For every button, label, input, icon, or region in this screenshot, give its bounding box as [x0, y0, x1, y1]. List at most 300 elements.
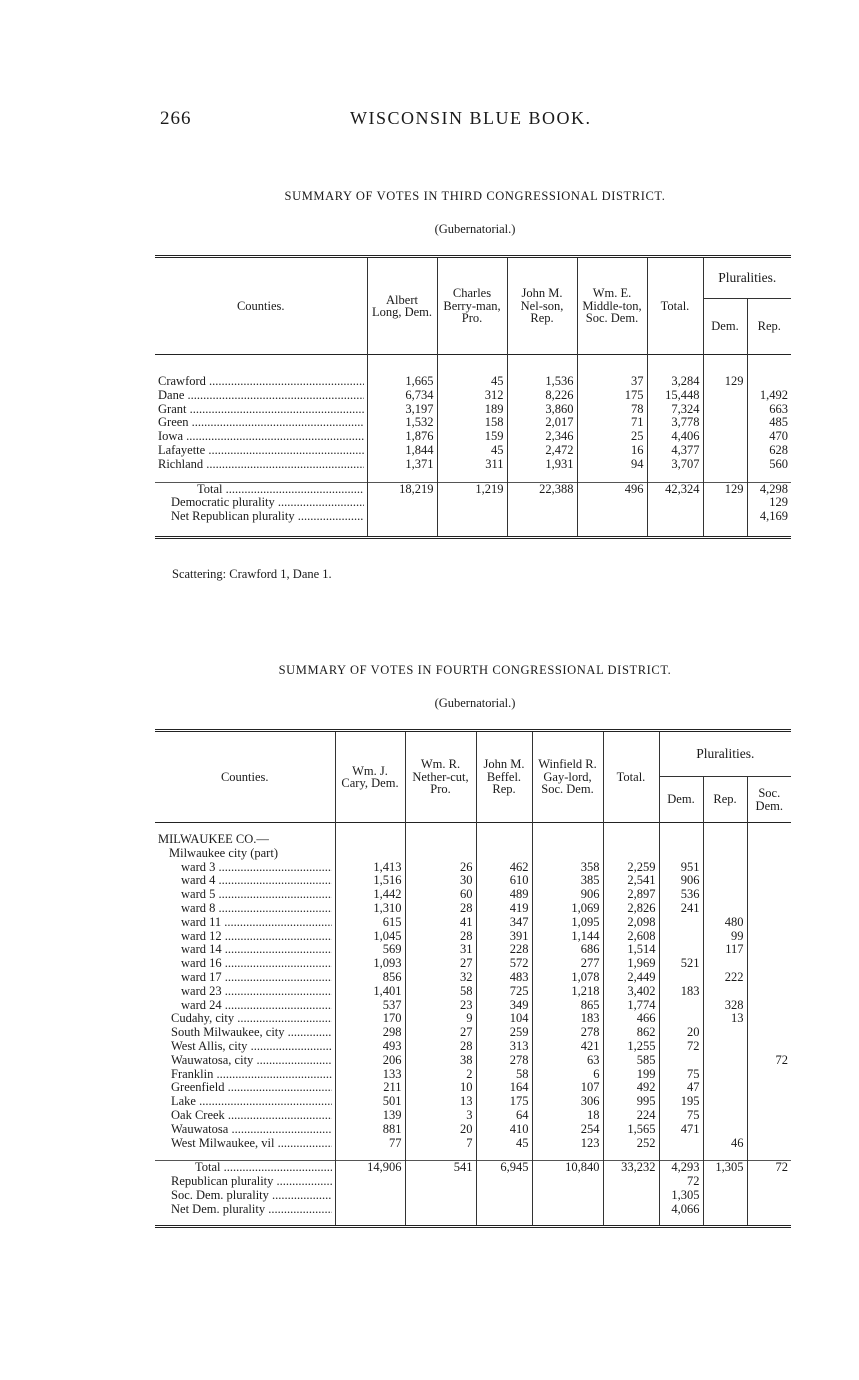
value-cell: 28 — [405, 1040, 476, 1054]
value-cell: 27 — [405, 957, 476, 971]
value-cell: 496 — [577, 482, 647, 496]
value-cell: 159 — [437, 430, 507, 444]
value-cell: 4,066 — [659, 1203, 703, 1217]
spacer-row — [155, 524, 791, 534]
row-label: ward 3 ..... — [155, 861, 335, 875]
value-cell: 3 — [405, 1109, 476, 1123]
value-cell — [532, 1175, 603, 1189]
county-row — [155, 444, 791, 458]
value-cell — [703, 888, 747, 902]
value-cell — [703, 1081, 747, 1095]
row-label: Crawford ..... — [155, 375, 367, 389]
value-cell — [703, 430, 747, 444]
county-row — [155, 403, 791, 417]
value-cell — [747, 902, 791, 916]
value-cell — [747, 861, 791, 875]
value-cell: 14,906 — [335, 1161, 405, 1175]
value-cell: 72 — [659, 1040, 703, 1054]
value-cell: 536 — [659, 888, 703, 902]
county-row — [155, 430, 791, 444]
county-heading-row — [155, 833, 791, 847]
value-cell: 129 — [747, 496, 791, 510]
value-cell: 1,532 — [367, 416, 437, 430]
value-cell — [703, 902, 747, 916]
spacer-row — [155, 823, 791, 834]
value-cell: 6 — [532, 1068, 603, 1082]
candidate-header-berryman: Charles Berry-man, Pro. — [437, 257, 507, 355]
value-cell: 25 — [577, 430, 647, 444]
value-cell: 9 — [405, 1012, 476, 1026]
row-label: Democratic plurality ..... — [155, 496, 367, 510]
value-cell — [577, 510, 647, 524]
value-cell — [437, 496, 507, 510]
spacer-row — [155, 355, 791, 366]
value-cell: 881 — [335, 1123, 405, 1137]
soc-dem-plurality-header: Soc. Dem. — [747, 777, 791, 823]
total-row — [155, 482, 791, 496]
value-cell: 615 — [335, 916, 405, 930]
row-label: West Milwaukee, vil ..... — [155, 1137, 335, 1151]
value-cell: 1,442 — [335, 888, 405, 902]
counties-header: Counties. — [236, 298, 285, 313]
scattering-note: Scattering: Crawford 1, Dane 1. — [172, 567, 332, 581]
value-cell: 33,232 — [603, 1161, 659, 1175]
candidate-header-nethercut: Wm. R. Nether-cut, Pro. — [405, 731, 476, 823]
ward-row — [155, 1109, 791, 1123]
row-label: Net Republican plurality ..... — [155, 510, 367, 524]
ward-row — [155, 1081, 791, 1095]
value-cell: 995 — [603, 1095, 659, 1109]
dem-plurality-header: Dem. — [659, 777, 703, 823]
value-cell: 2,472 — [507, 444, 577, 458]
value-cell: 241 — [659, 902, 703, 916]
ward-row — [155, 1012, 791, 1026]
value-cell — [659, 943, 703, 957]
value-cell: 1,536 — [507, 375, 577, 389]
value-cell: 1,516 — [335, 874, 405, 888]
value-cell: 328 — [703, 999, 747, 1013]
value-cell: 72 — [747, 1054, 791, 1068]
value-cell — [703, 416, 747, 430]
row-label: Soc. Dem. plurality ..... — [155, 1189, 335, 1203]
value-cell: 94 — [577, 458, 647, 472]
county-row — [155, 375, 791, 389]
candidate-header-beffel: John M. Beffel. Rep. — [476, 731, 532, 823]
county-row — [155, 389, 791, 403]
value-cell — [659, 1137, 703, 1151]
row-label: South Milwaukee, city ..... — [155, 1026, 335, 1040]
rep-plurality-header: Rep. — [703, 777, 747, 823]
spacer-row — [155, 1150, 791, 1161]
row-label: Wauwatosa, city ..... — [155, 1054, 335, 1068]
value-cell: 725 — [476, 985, 532, 999]
value-cell: 42,324 — [647, 482, 703, 496]
value-cell — [703, 444, 747, 458]
value-cell — [659, 1054, 703, 1068]
value-cell: 410 — [476, 1123, 532, 1137]
row-label: Lake ..... — [155, 1095, 335, 1109]
value-cell: 2,826 — [603, 902, 659, 916]
value-cell: 45 — [476, 1137, 532, 1151]
row-label: Wauwatosa ..... — [155, 1123, 335, 1137]
row-label: Net Dem. plurality ..... — [155, 1203, 335, 1217]
ward-row — [155, 1068, 791, 1082]
value-cell: 483 — [476, 971, 532, 985]
row-label: ward 12 ..... — [155, 930, 335, 944]
value-cell — [747, 1026, 791, 1040]
value-cell: 1,078 — [532, 971, 603, 985]
value-cell — [703, 510, 747, 524]
value-cell: 27 — [405, 1026, 476, 1040]
value-cell: 313 — [476, 1040, 532, 1054]
value-cell — [659, 999, 703, 1013]
value-cell — [703, 1068, 747, 1082]
value-cell: 175 — [476, 1095, 532, 1109]
value-cell: 1,969 — [603, 957, 659, 971]
value-cell: 60 — [405, 888, 476, 902]
value-cell: 3,860 — [507, 403, 577, 417]
value-cell: 259 — [476, 1026, 532, 1040]
value-cell: 71 — [577, 416, 647, 430]
row-label: ward 24 ..... — [155, 999, 335, 1013]
value-cell: 2 — [405, 1068, 476, 1082]
ward-row — [155, 1123, 791, 1137]
value-cell — [747, 985, 791, 999]
value-cell — [703, 403, 747, 417]
value-cell — [747, 1109, 791, 1123]
candidate-header-cary: Wm. J. Cary, Dem. — [335, 731, 405, 823]
value-cell — [603, 1203, 659, 1217]
value-cell — [577, 496, 647, 510]
value-cell: 2,346 — [507, 430, 577, 444]
value-cell: 41 — [405, 916, 476, 930]
value-cell — [747, 1175, 791, 1189]
value-cell — [703, 496, 747, 510]
value-cell: 856 — [335, 971, 405, 985]
value-cell — [703, 1123, 747, 1137]
value-cell: 164 — [476, 1081, 532, 1095]
value-cell — [747, 375, 791, 389]
value-cell — [703, 874, 747, 888]
value-cell: 75 — [659, 1068, 703, 1082]
value-cell — [703, 1175, 747, 1189]
ward-row — [155, 916, 791, 930]
value-cell: 158 — [437, 416, 507, 430]
value-cell: 20 — [405, 1123, 476, 1137]
value-cell: 492 — [603, 1081, 659, 1095]
pluralities-header: Pluralities. — [659, 731, 791, 777]
value-cell — [405, 1189, 476, 1203]
value-cell: 470 — [747, 430, 791, 444]
value-cell: 560 — [747, 458, 791, 472]
value-cell: 224 — [603, 1109, 659, 1123]
value-cell: 541 — [405, 1161, 476, 1175]
page-number: 266 — [160, 108, 192, 129]
value-cell — [405, 1175, 476, 1189]
value-cell: 1,255 — [603, 1040, 659, 1054]
county-row — [155, 458, 791, 472]
value-cell: 129 — [703, 482, 747, 496]
value-cell: 686 — [532, 943, 603, 957]
value-cell — [335, 1203, 405, 1217]
value-cell: 865 — [532, 999, 603, 1013]
row-label: ward 8 ..... — [155, 902, 335, 916]
value-cell: 306 — [532, 1095, 603, 1109]
value-cell — [507, 510, 577, 524]
value-cell: 1,413 — [335, 861, 405, 875]
value-cell: 278 — [476, 1054, 532, 1068]
row-label: Milwaukee city (part) — [169, 846, 278, 860]
row-label: Total ..... — [155, 1161, 335, 1175]
value-cell: 18 — [532, 1109, 603, 1123]
spacer-row — [155, 365, 791, 375]
value-cell: 462 — [476, 861, 532, 875]
value-cell: 32 — [405, 971, 476, 985]
value-cell: 312 — [437, 389, 507, 403]
city-heading-row — [155, 847, 791, 861]
value-cell: 28 — [405, 930, 476, 944]
value-cell: 7 — [405, 1137, 476, 1151]
value-cell: 298 — [335, 1026, 405, 1040]
total-header: Total. — [603, 731, 659, 823]
value-cell — [703, 458, 747, 472]
value-cell — [747, 1123, 791, 1137]
plurality-row — [155, 1203, 791, 1217]
value-cell — [747, 1081, 791, 1095]
fourth-district-subtitle: (Gubernatorial.) — [434, 696, 516, 710]
row-label: Total ..... — [155, 482, 367, 496]
third-district-title: SUMMARY OF VOTES IN THIRD CONGRESSIONAL DISTRICT. — [284, 189, 666, 203]
value-cell: 228 — [476, 943, 532, 957]
value-cell: 1,310 — [335, 902, 405, 916]
value-cell — [367, 496, 437, 510]
value-cell — [405, 1203, 476, 1217]
value-cell: 311 — [437, 458, 507, 472]
candidate-header-gaylord: Winfield R. Gay-lord, Soc. Dem. — [532, 731, 603, 823]
value-cell: 1,371 — [367, 458, 437, 472]
value-cell — [659, 1012, 703, 1026]
ward-row — [155, 999, 791, 1013]
row-label: Cudahy, city ..... — [155, 1012, 335, 1026]
value-cell: 277 — [532, 957, 603, 971]
value-cell: 28 — [405, 902, 476, 916]
value-cell: 663 — [747, 403, 791, 417]
ward-row — [155, 861, 791, 875]
value-cell — [703, 1189, 747, 1203]
value-cell: 489 — [476, 888, 532, 902]
row-label: ward 4 ..... — [155, 874, 335, 888]
value-cell: 6,945 — [476, 1161, 532, 1175]
value-cell: 3,197 — [367, 403, 437, 417]
value-cell: 37 — [577, 375, 647, 389]
value-cell: 72 — [659, 1175, 703, 1189]
value-cell — [476, 1175, 532, 1189]
value-cell — [703, 1095, 747, 1109]
value-cell — [703, 1054, 747, 1068]
ward-row — [155, 930, 791, 944]
value-cell — [437, 510, 507, 524]
value-cell — [367, 510, 437, 524]
value-cell: 22,388 — [507, 482, 577, 496]
value-cell: 183 — [532, 1012, 603, 1026]
value-cell: 906 — [659, 874, 703, 888]
value-cell: 1,514 — [603, 943, 659, 957]
value-cell: 2,017 — [507, 416, 577, 430]
value-cell: 3,707 — [647, 458, 703, 472]
row-label: Franklin ..... — [155, 1068, 335, 1082]
value-cell: 1,045 — [335, 930, 405, 944]
value-cell: 117 — [703, 943, 747, 957]
value-cell: 58 — [476, 1068, 532, 1082]
county-row — [155, 416, 791, 430]
value-cell: 3,778 — [647, 416, 703, 430]
value-cell: 2,259 — [603, 861, 659, 875]
value-cell: 195 — [659, 1095, 703, 1109]
value-cell: 78 — [577, 403, 647, 417]
spacer-row — [155, 472, 791, 483]
value-cell: 3,402 — [603, 985, 659, 999]
value-cell: 1,219 — [437, 482, 507, 496]
value-cell: 347 — [476, 916, 532, 930]
value-cell: 610 — [476, 874, 532, 888]
row-label: Iowa ..... — [155, 430, 367, 444]
value-cell: 170 — [335, 1012, 405, 1026]
row-label: Oak Creek ..... — [155, 1109, 335, 1123]
value-cell — [703, 1109, 747, 1123]
value-cell: 1,218 — [532, 985, 603, 999]
value-cell: 2,541 — [603, 874, 659, 888]
row-label: ward 14 ..... — [155, 943, 335, 957]
plurality-row — [155, 510, 791, 524]
row-label: MILWAUKEE CO.— — [158, 833, 269, 846]
value-cell: 64 — [476, 1109, 532, 1123]
value-cell: 569 — [335, 943, 405, 957]
value-cell: 99 — [703, 930, 747, 944]
table-bottom-rule — [155, 1217, 791, 1227]
value-cell: 13 — [405, 1095, 476, 1109]
row-label: Republican plurality ..... — [155, 1175, 335, 1189]
fourth-district-table — [155, 729, 791, 1228]
value-cell: 63 — [532, 1054, 603, 1068]
candidate-header-middleton: Wm. E. Middle-ton, Soc. Dem. — [577, 257, 647, 355]
value-cell: 4,377 — [647, 444, 703, 458]
value-cell — [747, 1068, 791, 1082]
total-row — [155, 1161, 791, 1175]
value-cell: 4,293 — [659, 1161, 703, 1175]
value-cell: 391 — [476, 930, 532, 944]
value-cell: 30 — [405, 874, 476, 888]
value-cell: 1,305 — [659, 1189, 703, 1203]
value-cell: 1,876 — [367, 430, 437, 444]
value-cell — [476, 1189, 532, 1203]
value-cell: 349 — [476, 999, 532, 1013]
value-cell: 58 — [405, 985, 476, 999]
value-cell: 1,931 — [507, 458, 577, 472]
value-cell — [747, 1203, 791, 1217]
value-cell — [747, 1137, 791, 1151]
value-cell: 77 — [335, 1137, 405, 1151]
value-cell: 16 — [577, 444, 647, 458]
value-cell: 1,069 — [532, 902, 603, 916]
value-cell: 18,219 — [367, 482, 437, 496]
value-cell — [507, 496, 577, 510]
value-cell: 104 — [476, 1012, 532, 1026]
row-label: Lafayette ..... — [155, 444, 367, 458]
value-cell — [747, 999, 791, 1013]
value-cell: 183 — [659, 985, 703, 999]
ward-row — [155, 971, 791, 985]
value-cell: 421 — [532, 1040, 603, 1054]
value-cell: 385 — [532, 874, 603, 888]
value-cell — [603, 1189, 659, 1203]
dem-plurality-header: Dem. — [703, 299, 747, 355]
value-cell — [335, 1189, 405, 1203]
value-cell: 501 — [335, 1095, 405, 1109]
value-cell: 2,608 — [603, 930, 659, 944]
ward-row — [155, 1095, 791, 1109]
row-label: ward 11 ..... — [155, 916, 335, 930]
value-cell: 4,406 — [647, 430, 703, 444]
value-cell: 1,774 — [603, 999, 659, 1013]
fourth-district-title: SUMMARY OF VOTES IN FOURTH CONGRESSIONAL DISTRICT. — [278, 663, 672, 677]
value-cell — [647, 496, 703, 510]
row-label: ward 23 ..... — [155, 985, 335, 999]
value-cell — [703, 389, 747, 403]
ward-row — [155, 1040, 791, 1054]
value-cell — [703, 985, 747, 999]
row-label: Grant ..... — [155, 403, 367, 417]
value-cell — [476, 1203, 532, 1217]
value-cell: 1,305 — [703, 1161, 747, 1175]
plurality-row — [155, 1175, 791, 1189]
value-cell: 951 — [659, 861, 703, 875]
row-label: Greenfield ..... — [155, 1081, 335, 1095]
value-cell: 139 — [335, 1109, 405, 1123]
value-cell: 572 — [476, 957, 532, 971]
value-cell: 480 — [703, 916, 747, 930]
value-cell: 521 — [659, 957, 703, 971]
value-cell: 47 — [659, 1081, 703, 1095]
rep-plurality-header: Rep. — [747, 299, 791, 355]
running-head: WISCONSIN BLUE BOOK. — [350, 108, 592, 128]
value-cell — [747, 957, 791, 971]
value-cell: 862 — [603, 1026, 659, 1040]
value-cell: 75 — [659, 1109, 703, 1123]
ward-row — [155, 1026, 791, 1040]
value-cell — [747, 888, 791, 902]
value-cell: 10 — [405, 1081, 476, 1095]
value-cell — [747, 1189, 791, 1203]
value-cell: 2,449 — [603, 971, 659, 985]
candidate-header-nelson: John M. Nel-son, Rep. — [507, 257, 577, 355]
pluralities-header: Pluralities. — [703, 257, 791, 299]
value-cell: 31 — [405, 943, 476, 957]
value-cell: 189 — [437, 403, 507, 417]
value-cell: 72 — [747, 1161, 791, 1175]
value-cell: 254 — [532, 1123, 603, 1137]
value-cell: 222 — [703, 971, 747, 985]
value-cell: 1,665 — [367, 375, 437, 389]
value-cell: 471 — [659, 1123, 703, 1137]
value-cell: 1,565 — [603, 1123, 659, 1137]
value-cell: 358 — [532, 861, 603, 875]
value-cell: 1,492 — [747, 389, 791, 403]
row-label: Richland ..... — [155, 458, 367, 472]
value-cell: 485 — [747, 416, 791, 430]
value-cell: 38 — [405, 1054, 476, 1068]
value-cell — [747, 930, 791, 944]
value-cell: 493 — [335, 1040, 405, 1054]
